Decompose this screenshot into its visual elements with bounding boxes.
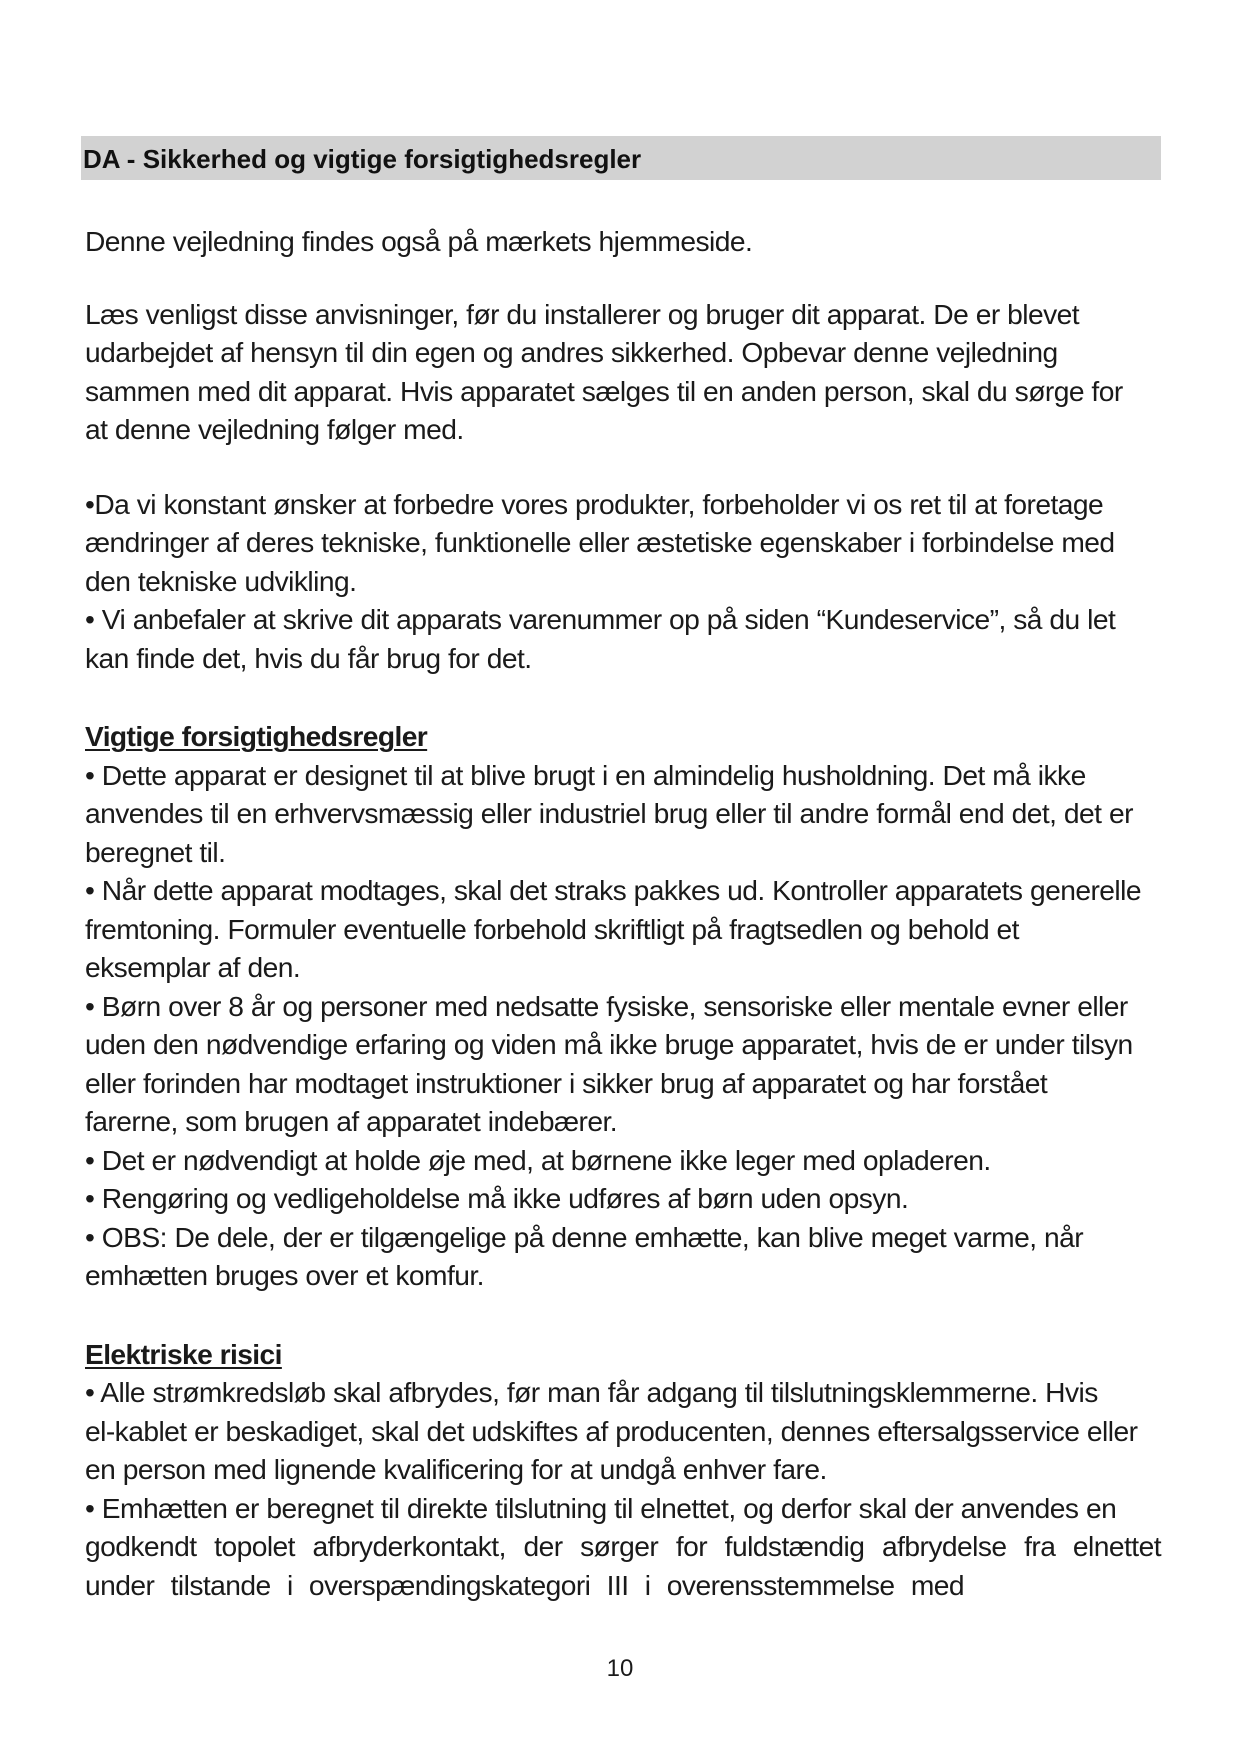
- section-heading-electrical: Elektriske risici: [85, 1337, 282, 1370]
- text-line: • Emhætten er beregnet til direkte tilslutning til elnettet, og derfor skal der anvendes en: [85, 1491, 1117, 1524]
- intro-paragraph-1: Denne vejledning findes også på mærkets hjemmeside.: [85, 225, 753, 257]
- text-line: • Dette apparat er designet til at blive brugt i en almindelig husholdning. Det må ikke: [85, 758, 1086, 791]
- text-line: beregnet til.: [85, 835, 226, 868]
- page-title: DA - Sikkerhed og vigtige forsigtighedsregler: [83, 144, 642, 174]
- text-line: • Når dette apparat modtages, skal det straks pakkes ud. Kontroller apparatets generelle: [85, 874, 1141, 906]
- text-line: uden den nødvendige erfaring og viden må ikke bruge apparatet, hvis de er under tilsyn: [85, 1028, 1133, 1060]
- text-line: fremtoning. Formuler eventuelle forbehold skriftligt på fragtsedlen og behold et: [85, 912, 1019, 945]
- text-line: eksemplar af den.: [85, 951, 301, 983]
- text-line: • Alle strømkredsløb skal afbrydes, før man får adgang til tilslutningsklemmerne. Hvis: [85, 1376, 1098, 1408]
- text-line: • Rengøring og vedligeholdelse må ikke udføres af børn uden opsyn.: [85, 1182, 909, 1214]
- text-line: en person med lignende kvalificering for at undgå enhver fare.: [85, 1453, 827, 1485]
- text-line: • OBS: De dele, der er tilgængelige på denne emhætte, kan blive meget varme, når: [85, 1220, 1084, 1253]
- page-number: 10: [606, 1655, 634, 1682]
- text-line: emhætten bruges over et komfur.: [85, 1259, 484, 1291]
- text-line: • Børn over 8 år og personer med nedsatte fysiske, sensoriske eller mentale evner eller: [85, 989, 1128, 1022]
- intro-paragraph-3: [85, 485, 1161, 678]
- text-line: ændringer af deres tekniske, funktionelle eller æstetiske egenskaber i forbindelse med: [85, 526, 1115, 558]
- intro-paragraph-2: [85, 295, 1161, 449]
- safety-section: [85, 717, 1161, 1295]
- document-page: [85, 0, 1165, 1754]
- text-line: Læs venligst disse anvisninger, før du installerer og bruger dit apparat. De er blevet: [85, 297, 1080, 330]
- text-line: kan finde det, hvis du får brug for det.: [85, 641, 532, 674]
- text-line: den tekniske udvikling.: [85, 564, 357, 597]
- text-line: anvendes til en erhvervsmæssig eller industriel brug eller til andre formål end det, det er: [85, 797, 1133, 829]
- section-heading-safety: Vigtige forsigtighedsregler: [85, 720, 428, 752]
- text-line: •Da vi konstant ønsker at forbedre vores produkter, forbeholder vi os ret til at foretage: [85, 487, 1104, 520]
- text-line: udarbejdet af hensyn til din egen og andres sikkerhed. Opbevar denne vejledning: [85, 336, 1058, 368]
- electrical-section: [85, 1335, 1161, 1605]
- section-header-bar: [81, 136, 1161, 180]
- text-line: el-kablet er beskadiget, skal det udskiftes af producenten, dennes eftersalgsservice eller: [85, 1414, 1138, 1447]
- text-line: • Vi anbefaler at skrive dit apparats varenummer op på siden “Kundeservice”, så du let: [85, 603, 1116, 635]
- text-line: sammen med dit apparat. Hvis apparatet sælges til en anden person, skal du sørge for: [85, 374, 1123, 407]
- document-body: [85, 222, 1161, 1604]
- text-line: eller forinden har modtaget instruktioner i sikker brug af apparatet og har forstået: [85, 1066, 1048, 1099]
- text-line: godkendt topolet afbryderkontakt, der sørger for fuldstændig afbrydelse fra elnettet: [85, 1530, 1161, 1562]
- text-line: at denne vejledning følger med.: [85, 413, 464, 445]
- text-line: farerne, som brugen af apparatet indebærer.: [85, 1105, 618, 1137]
- text-line: • Det er nødvendigt at holde øje med, at børnene ikke leger med opladeren.: [85, 1143, 991, 1176]
- text-line: under tilstande i overspændingskategori III i overensstemmelse med: [85, 1568, 965, 1601]
